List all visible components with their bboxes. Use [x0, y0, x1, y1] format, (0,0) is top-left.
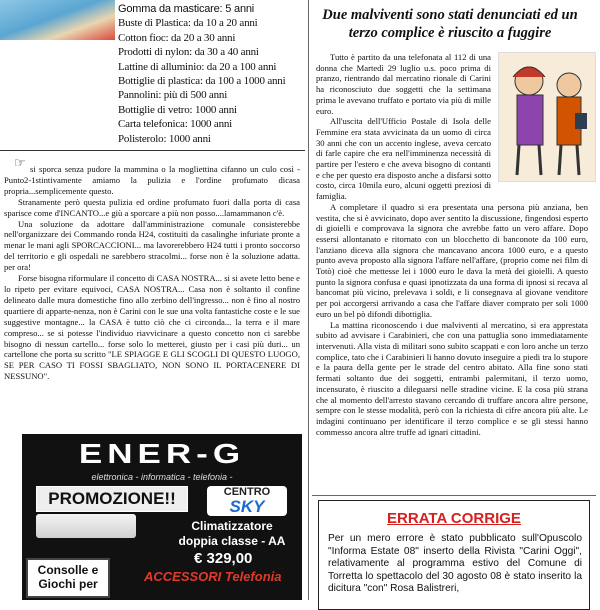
decomposition-item: Cotton fioc: da 20 a 30 anni: [118, 31, 236, 44]
beach-photo: [0, 0, 115, 40]
left-paragraph: Stranamente però questa pulizia ed ordine profumato fuori dalla porta di casa sparisce come d'INCANTO...e giù a sporcare a più non posso....lamammanon c'è.: [4, 196, 300, 218]
section-divider: [0, 150, 305, 151]
decomposition-item: Gomma da masticare: 5 anni: [118, 3, 255, 15]
decomposition-item: Polisterolo: 1000 anni: [118, 132, 211, 145]
right-paragraph: All'uscita dell'Ufficio Postale di Isola delle Femmine era stata avvicinata da un uomo di circa 30 anni che con un accento inglese, aveva cercato di farle capire che era nell'imminenza necessità di partire per l'estero e che aveva bisogno di contanti e che per questo era disposto anche a disfarsi sotto costo, circa 10mila euro, alcuni oggetti preziosi di famiglia.: [316, 116, 491, 202]
ad-brand: ENER-G: [78, 438, 246, 469]
ad-accessori: ACCESSORI Telefonia: [144, 569, 282, 584]
ener-g-advertisement: [22, 434, 302, 600]
ad-consolle: Consolle e Giochi per: [26, 558, 110, 598]
right-article: [316, 52, 588, 437]
right-paragraph: A completare il quadro si era presentata una persona più anziana, ben vestita, che si è avvicinato, dopo aver sentito la discussione, fingendosi esperto di gioielli e comprovava la signora che avrebbe fatto un vero affare. Dopo essersi allontanato e ritornato con un blocchetto di banconote da 100 euro, l'anziano diceva alla signora che mancavano ancora 1000 euro, e a questo punto aveva proposto alla signora l'affare nell'affare, (proprio come nei film di Totò) cioè che mettesse lei i 1000 euro le dava la metà dei gioielli. A questo punto la signora confusa e quasi ipnotizzata da una forma di ipnosi si recava al bancomat più vicino, prelevava i soldi, e li consegnava al giovane venditore per poi accorgersi arrivando a casa che l'affare diaver comprato per soli 1000 euro un bel pò difondi dibottiglia.: [316, 201, 588, 319]
section-divider: [312, 495, 596, 496]
right-paragraph: La mattina riconoscendo i due malviventi al mercatino, si era apprestata subito ad avvisare i Carabinieri, che con una pattuglia sono immediatamente intervenuti. Alla vista di militari sono subito scappati e con loro anche un terzo complice, tato che i Carabinieri li hanno dovuto inseguire a piedi tra lo stupore e la paura della gente per le strade del centro abitato. Alla fine sono stati fermati soltanto due dei soggetti, entrambi palermitani, il terzo uomo, incensurato, è riuscito a dileguarsi nelle stradine vicine. E la cosa più strana che al momento dell'arresto stavano cercando di truffare ancora altre persone, sempre con le stesse modalità, però con la richiesta di cifre ancora più alte. Le indagini continuano per identificare il terzo complice e se gli stessi hanno commesso ancora altre truffe ad ignari cittadini.: [316, 319, 588, 437]
wrapped-text: [316, 52, 491, 202]
sky-line2: SKY: [229, 497, 265, 516]
clima-line1: Climatizzatore: [191, 519, 273, 533]
left-article: [4, 164, 300, 382]
decomposition-item: Bottiglie di plastica: da 100 a 1000 anni: [118, 75, 286, 88]
right-paragraph: Tutto è partito da una telefonata al 112 di una donna che Martedì 29 luglio u.s. poco prima di pranzo, rientrando dal mercatino rionale di Carini ha riconosciuto due soggetti che la settimana prima le avevano truffato e portato via più di mille euro.: [316, 52, 491, 116]
left-paragraph: Una soluzione da adottare dall'amministrazione comunale consisterebbe nell'organizzare dei Commando ronda H24, costituiti da casalinghe infuriate pronte a menar le mani agli SPORCACCIONI... ma lavorerebbero H24 tutti i pronto soccorso del territorio e gli ospedali ne sarebbero stracolmi... forse non è la soluzione adatta. per ora!: [4, 218, 300, 273]
sky-logo: [207, 486, 287, 516]
decomposition-item: Lattine di alluminio: da 20 a 100 anni: [118, 60, 277, 73]
ad-promo: PROMOZIONE!!: [36, 486, 188, 512]
decomposition-list: [0, 0, 305, 148]
decomposition-item: Prodotti di nylon: da 30 a 40 anni: [118, 46, 259, 59]
air-conditioner-image: [36, 514, 136, 538]
errata-body: Per un mero errore è stato pubblicato sull'Opuscolo "Informa Estate 08" inserto della Rivista "Carini Oggi", relativamente al programma estivo del Comune di Torretta lo spettacolo del 30 agosto 08 è stato inserito la dicitura "con" Rosa Balistreri,: [328, 533, 582, 595]
left-paragraph: si sporca senza pudore la mammina o la mogliettina cifanno un culo così -Punto2-1stintivamente amiamo la pulizia e l'ordine profumato dicasa propria...semplicemente questo.: [4, 164, 300, 196]
decomposition-item: Bottiglie di vetro: 1000 anni: [118, 103, 237, 116]
sky-line1: CENTRO: [223, 486, 271, 498]
decomposition-item: Buste di Plastica: da 10 a 20 anni: [118, 17, 258, 30]
decomposition-item: Pannolini: più di 500 anni: [118, 89, 228, 102]
errata-title: ERRATA CORRIGE: [387, 510, 521, 527]
ad-clima: [164, 519, 300, 549]
decomposition-item: Carta telefonica: 1000 anni: [118, 118, 233, 131]
clima-line2: doppia classe - AA: [178, 534, 286, 548]
article-title: Due malviventi sono stati denunciati ed un terzo complice è riuscito a fuggire: [322, 7, 578, 41]
ad-tagline: elettronica - informatica - telefonia -: [91, 472, 233, 482]
pointing-hand-icon: ☞: [14, 155, 26, 170]
ad-price: € 329,00: [194, 550, 253, 567]
column-divider: [308, 0, 309, 600]
decomposition-items: [118, 2, 285, 146]
left-paragraph: Forse bisogna riformulare il concetto di CASA NOSTRA... si si avete letto bene e lo ripeto per evitare equivoci, CASA NOSTRA... Casa non è soltanto il confine delineato dalle mura domestiche fino allo zerbino dell'ingresso... non è fino al nostro quartiere di apparte-nenza, non è Carini con le sue una volta fantastiche coste e le sue suggestive montagne... la CASA è tutto ciò che ci circonda... la terra e il mare compreso... se si potesse l'individuo riavvicinare a questo concetto non ci sarebbe bisogno di nessun cartello... forse solo lo metterei, giusto per i casi più duri... un cartellone che porta su scritto "LE SPIAGGE E GLI SCOGLI DI QUESTO LUOGO, SE PER CASO TI FOSSI SBAGLIATO, NON SONO IL PORTACENERE DI NESSUNO".: [4, 273, 300, 382]
